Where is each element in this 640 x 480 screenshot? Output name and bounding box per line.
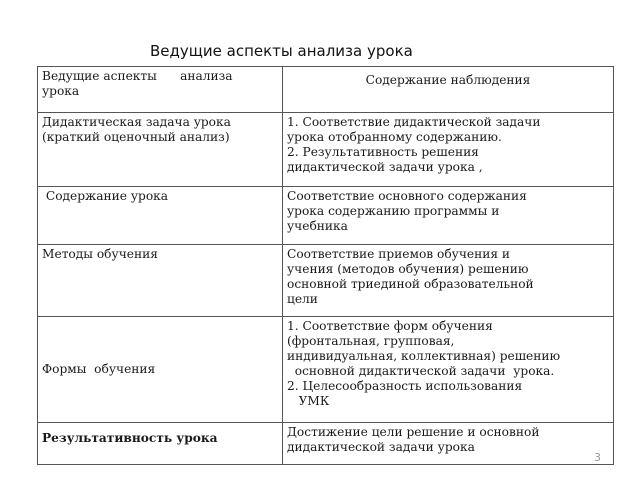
table-row (38, 187, 614, 245)
aspect-line: Дидактическая задача урока (42, 115, 231, 129)
aspect-cell (38, 113, 283, 187)
lesson-analysis-table (37, 66, 614, 465)
page-number: 3 (594, 451, 601, 464)
content-line: индивидуальная, коллективная) решению (287, 349, 561, 363)
content-line: 1. Соответствие форм обучения (287, 319, 493, 333)
content-line: Соответствие приемов обучения и (287, 247, 511, 261)
content-line: урока отобранному содержанию. (287, 130, 502, 144)
content-line: цели (287, 292, 318, 306)
content-line: 1. Соответствие дидактической задачи (287, 115, 541, 129)
content-line: дидактической задачи урока (287, 440, 475, 454)
content-line: 2. Результативность решения (287, 145, 479, 159)
table-header-row (38, 67, 614, 113)
content-line: учения (методов обучения) решению (287, 262, 529, 276)
content-cell (283, 317, 614, 423)
aspect-cell (38, 187, 283, 245)
content-line: урока содержанию программы и (287, 204, 500, 218)
table-row (38, 423, 614, 465)
header-content-cell: Содержание наблюдения (283, 67, 614, 113)
content-line: Соответствие основного содержания (287, 189, 527, 203)
content-line: 2. Целесообразность использования (287, 379, 523, 393)
aspect-cell (38, 317, 283, 423)
header-aspects-line: урока (42, 84, 80, 98)
content-line: УМК (287, 394, 330, 408)
aspect-line: Результативность урока (42, 431, 218, 445)
table-row (38, 113, 614, 187)
slide-title: Ведущие аспекты анализа урока (150, 42, 413, 60)
aspect-line: (краткий оценочный анализ) (42, 130, 230, 144)
content-line: основной триединой образовательной (287, 277, 534, 291)
content-cell (283, 423, 614, 465)
content-line: основной дидактической задачи урока. (287, 364, 555, 378)
header-aspects-line: Ведущие аспекты анализа (42, 69, 233, 83)
content-line: учебника (287, 219, 348, 233)
content-line: дидактической задачи урока , (287, 160, 483, 174)
aspect-line: Методы обучения (42, 247, 158, 261)
aspect-line: Формы обучения (42, 362, 156, 376)
aspect-line: Содержание урока (42, 189, 169, 203)
content-line: Достижение цели решение и основной (287, 425, 540, 439)
header-aspects-cell (38, 67, 283, 113)
content-cell (283, 245, 614, 317)
content-cell (283, 187, 614, 245)
table-row (38, 317, 614, 423)
content-line: (фронтальная, групповая, (287, 334, 455, 348)
aspect-cell (38, 245, 283, 317)
table-row (38, 245, 614, 317)
aspect-cell (38, 423, 283, 465)
content-cell (283, 113, 614, 187)
